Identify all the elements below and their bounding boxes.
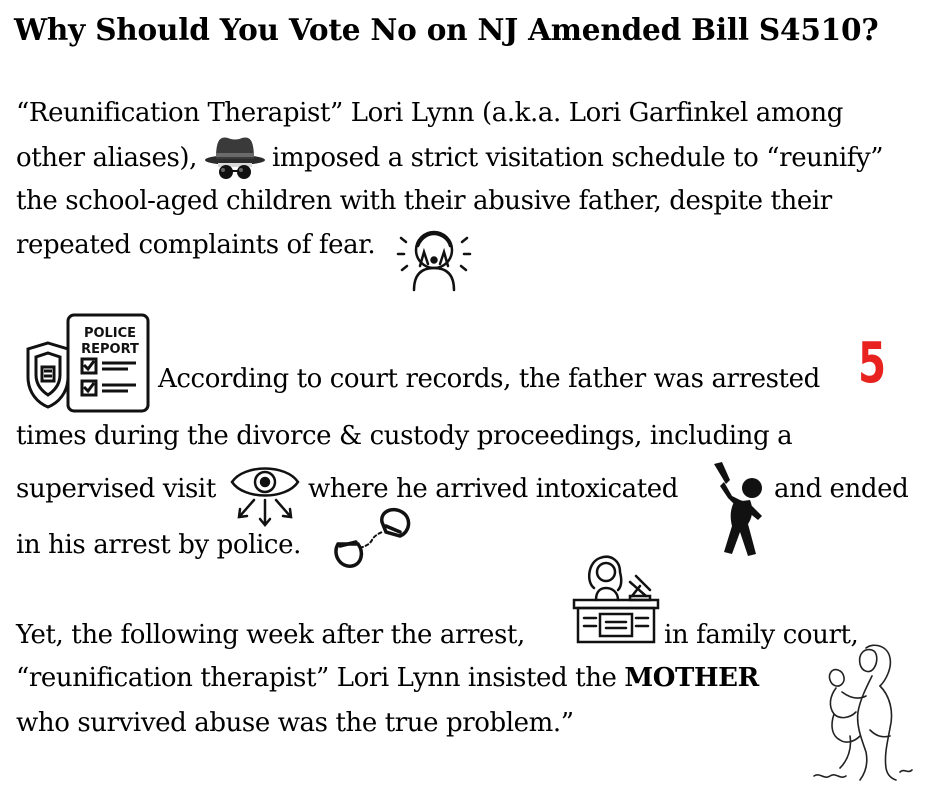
police-report-label-1: POLICE — [83, 326, 137, 341]
p2-line3b: where he arrived intoxicated — [308, 474, 679, 504]
mother-child-drawing-icon — [810, 640, 920, 785]
p1-line1: “Reunification Therapist” Lori Lynn (a.k.a. Lori Garfinkel among — [16, 98, 843, 128]
p2-line3a: supervised visit — [16, 474, 216, 504]
spy-icon — [204, 132, 266, 182]
drinking-man-icon — [704, 462, 770, 558]
police-report-icon — [24, 313, 152, 413]
judge-icon — [570, 552, 662, 644]
p1-line2b: imposed a strict visitation schedule to “reunify” — [272, 143, 884, 173]
p3-line1b: in family court, — [664, 620, 859, 650]
arrest-count-badge: 5 — [858, 331, 887, 396]
p2-line4: in his arrest by police. — [16, 530, 301, 560]
p1-line2a: other aliases), — [16, 143, 198, 173]
watch-eye-icon — [230, 458, 300, 528]
p1-line4: repeated complaints of fear. — [16, 230, 376, 260]
police-report-label-2: REPORT — [81, 342, 139, 357]
p1-line3: the school-aged children with their abusive father, despite their — [16, 186, 832, 216]
page-title: Why Should You Vote No on NJ Amended Bill S4510? — [14, 12, 879, 47]
p3-line2-text: “reunification therapist” Lori Lynn insisted the — [16, 663, 617, 693]
p3-line3: who survived abuse was the true problem.” — [16, 708, 574, 738]
fearful-face-icon — [400, 224, 468, 294]
p2-line2: times during the divorce & custody proceedings, including a — [16, 421, 793, 451]
mother-emphasis: MOTHER — [624, 663, 759, 693]
p3-line2 — [16, 663, 759, 693]
p3-line1a: Yet, the following week after the arrest, — [16, 620, 525, 650]
p2-line1: According to court records, the father was arrested — [158, 364, 820, 394]
handcuffs-icon — [330, 508, 416, 570]
p2-line3c: and ended — [774, 474, 909, 504]
